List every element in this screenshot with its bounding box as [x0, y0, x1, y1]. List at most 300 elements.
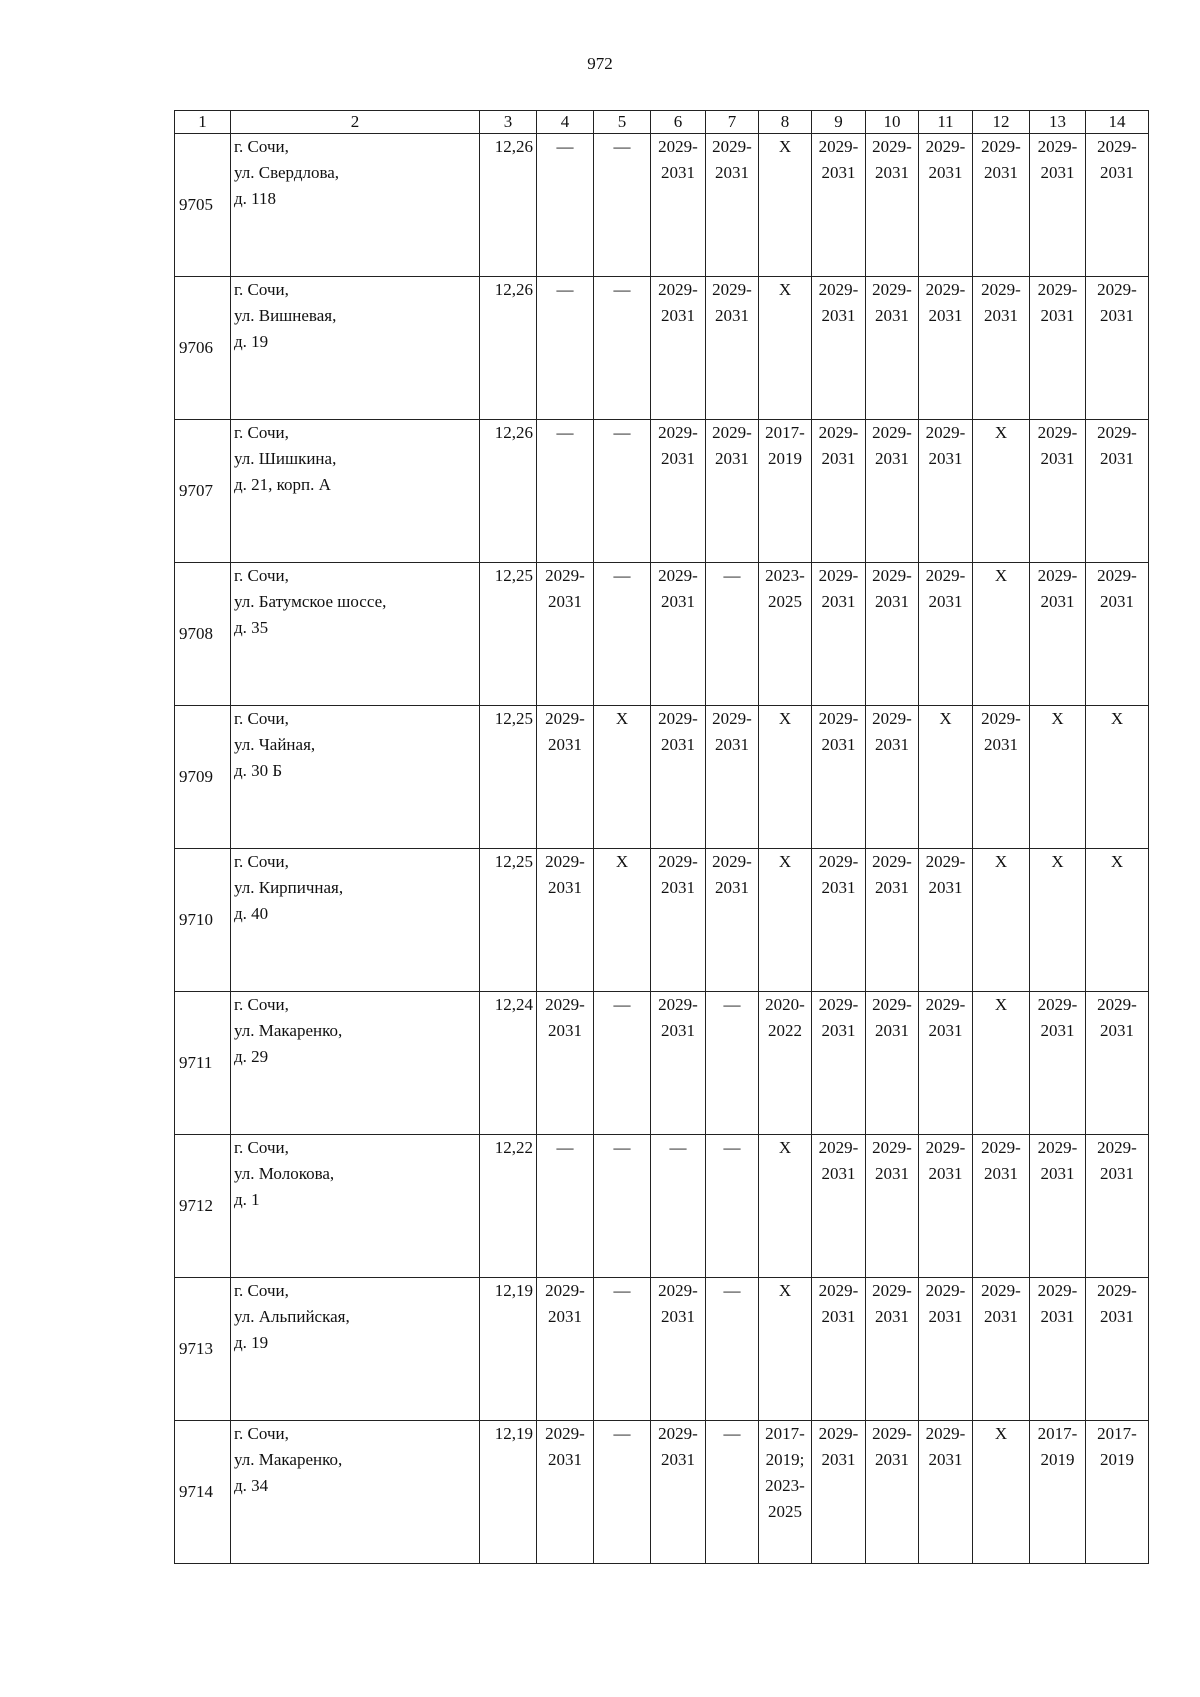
period-cell-col-6: [651, 1135, 706, 1278]
period-cell-col-11: [919, 563, 973, 706]
cell-text: 2029-: [1097, 995, 1137, 1014]
column-header-2: 2: [231, 111, 480, 134]
cell-text: 2029-: [658, 852, 698, 871]
cell-text: 2029-: [1037, 566, 1078, 585]
cell-text: 2031: [821, 1450, 856, 1469]
cell-text: 2031: [821, 163, 856, 182]
cell-text: —: [723, 566, 741, 585]
period-cell-col-13: [1030, 1135, 1086, 1278]
address-cell: [231, 134, 480, 277]
period-cell-col-10: [866, 1135, 919, 1278]
cell-text: —: [723, 1138, 741, 1157]
cell-text: 2029-: [818, 280, 859, 299]
period-cell-col-7: [706, 134, 759, 277]
cell-text: 2031: [548, 592, 582, 611]
period-cell-col-12: [973, 563, 1030, 706]
cell-text: 2031: [821, 1307, 856, 1326]
cell-text: 2029-: [872, 280, 912, 299]
cell-text: 2029-: [1037, 1138, 1078, 1157]
table-row: [175, 992, 1149, 1135]
cell-text: 2029-: [658, 423, 698, 442]
period-cell-col-10: [866, 563, 919, 706]
cell-text: 2029-: [1037, 1281, 1078, 1300]
cell-text: 2029-: [1097, 1138, 1137, 1157]
cell-text: 2025: [768, 592, 802, 611]
cell-text: 2031: [875, 163, 909, 182]
period-cell-col-8: [759, 706, 812, 849]
cell-text: 2031: [548, 1307, 582, 1326]
period-cell-col-14: [1086, 992, 1149, 1135]
cell-text: 2029-: [1097, 137, 1137, 156]
period-cell-col-14: [1086, 706, 1149, 849]
period-cell-col-11: [919, 1135, 973, 1278]
cell-text: 2017-: [765, 423, 805, 442]
period-cell-col-14: [1086, 563, 1149, 706]
column-header-4: 4: [537, 111, 594, 134]
cell-text: —: [613, 280, 631, 299]
cell-text: 2029-: [545, 709, 585, 728]
cell-text: —: [613, 1424, 631, 1443]
cell-text: 2031: [1100, 306, 1134, 325]
cell-text: 2029-: [872, 852, 912, 871]
period-cell-col-5: [594, 849, 651, 992]
period-cell-col-9: [812, 706, 866, 849]
cell-text: —: [723, 1281, 741, 1300]
address-line: д. 29: [234, 1047, 269, 1066]
cell-text: 2031: [821, 306, 856, 325]
cell-text: 2029-: [925, 1281, 966, 1300]
address-line: ул. Макаренко,: [234, 1021, 343, 1040]
cell-text: 2023-: [765, 566, 805, 585]
cell-text: 2031: [821, 735, 856, 754]
row-number: 9707: [175, 420, 231, 563]
row-number: 9714: [175, 1421, 231, 1564]
period-cell-col-10: [866, 134, 919, 277]
table-body: [175, 111, 1149, 1564]
address-line: г. Сочи,: [234, 1138, 289, 1157]
address-line: ул. Чайная,: [234, 735, 316, 754]
cell-text: 2031: [928, 163, 963, 182]
period-cell-col-10: [866, 849, 919, 992]
row-number: 9705: [175, 134, 231, 277]
cell-text: 2031: [875, 735, 909, 754]
cell-text: 2029-: [658, 1424, 698, 1443]
cell-text: 2031: [715, 306, 749, 325]
cell-text: 2031: [1100, 163, 1134, 182]
cell-text: 2029-: [1097, 423, 1137, 442]
period-cell-col-4: [537, 277, 594, 420]
cell-text: 2029-: [545, 852, 585, 871]
cell-text: —: [556, 137, 574, 156]
address-line: г. Сочи,: [234, 423, 289, 442]
period-cell-col-9: [812, 420, 866, 563]
cell-text: 2031: [821, 449, 856, 468]
cell-text: 2029-: [1037, 995, 1078, 1014]
period-cell-col-10: [866, 706, 919, 849]
cell-text: 2031: [661, 735, 695, 754]
cell-text: Х: [778, 280, 792, 299]
cell-text: Х: [994, 995, 1008, 1014]
column-header-1: 1: [175, 111, 231, 134]
cell-text: 2029-: [712, 423, 752, 442]
period-cell-col-10: [866, 420, 919, 563]
cell-text: 2031: [821, 592, 856, 611]
cell-text: 2029-: [658, 995, 698, 1014]
cell-text: 2031: [875, 878, 909, 897]
period-cell-col-5: [594, 1421, 651, 1564]
cell-text: 2031: [928, 1307, 963, 1326]
table-row: [175, 1421, 1149, 1564]
cell-text: 2031: [661, 1021, 695, 1040]
period-cell-col-6: [651, 277, 706, 420]
address-line: г. Сочи,: [234, 137, 289, 156]
period-cell-col-11: [919, 1421, 973, 1564]
cell-text: 2029-: [1097, 566, 1137, 585]
cell-text: 2031: [1040, 163, 1075, 182]
address-cell: [231, 706, 480, 849]
period-cell-col-11: [919, 420, 973, 563]
cell-text: 2031: [548, 878, 582, 897]
cell-text: 2031: [984, 1164, 1018, 1183]
cell-text: 2031: [875, 592, 909, 611]
cell-text: Х: [1051, 709, 1064, 728]
cell-text: 2029-: [872, 1281, 912, 1300]
period-cell-col-4: [537, 706, 594, 849]
period-cell-col-5: [594, 992, 651, 1135]
table-row: [175, 563, 1149, 706]
cell-text: 2029-: [981, 1281, 1021, 1300]
period-cell-col-6: [651, 563, 706, 706]
period-cell-col-12: [973, 1421, 1030, 1564]
cell-text: 2031: [928, 306, 963, 325]
cell-text: 2029-: [818, 1138, 859, 1157]
period-cell-col-12: [973, 706, 1030, 849]
cell-text: 2029-: [818, 709, 859, 728]
cell-text: 2031: [1100, 449, 1134, 468]
cell-text: 2019;: [765, 1450, 805, 1469]
cell-text: 2029-: [545, 1281, 585, 1300]
cell-text: 2029-: [872, 423, 912, 442]
cell-text: 2031: [875, 306, 909, 325]
period-cell-col-4: [537, 849, 594, 992]
period-cell-col-10: [866, 277, 919, 420]
address-line: ул. Свердлова,: [234, 163, 340, 182]
period-cell-col-12: [973, 134, 1030, 277]
cell-text: 2031: [821, 1164, 856, 1183]
cell-text: 2031: [1100, 1021, 1134, 1040]
period-cell-col-13: [1030, 420, 1086, 563]
period-cell-col-12: [973, 1135, 1030, 1278]
cell-text: 2031: [875, 449, 909, 468]
cell-text: Х: [1051, 852, 1064, 871]
period-cell-col-5: [594, 134, 651, 277]
period-cell-col-14: [1086, 420, 1149, 563]
address-cell: [231, 1421, 480, 1564]
cell-text: 2025: [768, 1502, 802, 1521]
cell-text: 2020-: [765, 995, 805, 1014]
address-line: ул. Кирпичная,: [234, 878, 344, 897]
cell-text: 2023-: [765, 1476, 805, 1495]
cell-text: 2029-: [1037, 423, 1078, 442]
period-cell-col-14: [1086, 1278, 1149, 1421]
period-cell-col-9: [812, 992, 866, 1135]
row-number: 9711: [175, 992, 231, 1135]
cell-text: —: [556, 1138, 574, 1157]
address-line: д. 118: [234, 189, 277, 208]
period-cell-col-7: [706, 420, 759, 563]
cell-text: 2029-: [872, 1424, 912, 1443]
cell-text: Х: [994, 566, 1008, 585]
period-cell-col-8: [759, 992, 812, 1135]
period-cell-col-9: [812, 1278, 866, 1421]
period-cell-col-6: [651, 134, 706, 277]
period-cell-col-7: [706, 992, 759, 1135]
cell-text: Х: [994, 852, 1008, 871]
period-cell-col-8: [759, 1421, 812, 1564]
period-cell-col-13: [1030, 1278, 1086, 1421]
period-cell-col-13: [1030, 1421, 1086, 1564]
address-line: д. 19: [234, 1333, 269, 1352]
cell-text: 2031: [548, 1450, 582, 1469]
address-line: ул. Альпийская,: [234, 1307, 350, 1326]
row-number: 9712: [175, 1135, 231, 1278]
period-cell-col-14: [1086, 277, 1149, 420]
column-header-13: 13: [1030, 111, 1086, 134]
period-cell-col-13: [1030, 277, 1086, 420]
address-line: г. Сочи,: [234, 709, 289, 728]
cell-text: 2031: [875, 1450, 909, 1469]
period-cell-col-7: [706, 849, 759, 992]
column-header-8: 8: [759, 111, 812, 134]
cell-text: 2029-: [925, 137, 966, 156]
cell-text: 2031: [661, 449, 695, 468]
cell-text: 2029-: [872, 566, 912, 585]
cell-text: 2031: [928, 878, 963, 897]
area-value: 12,22: [480, 1135, 537, 1278]
cell-text: 2031: [928, 592, 963, 611]
cell-text: 2022: [768, 1021, 802, 1040]
cell-text: 2029-: [712, 852, 752, 871]
cell-text: —: [669, 1138, 687, 1157]
cell-text: 2031: [715, 735, 749, 754]
period-cell-col-9: [812, 563, 866, 706]
period-cell-col-8: [759, 1278, 812, 1421]
period-cell-col-11: [919, 134, 973, 277]
cell-text: 2029-: [1037, 280, 1078, 299]
period-cell-col-12: [973, 277, 1030, 420]
period-cell-col-4: [537, 1421, 594, 1564]
cell-text: —: [723, 1424, 741, 1443]
area-value: 12,24: [480, 992, 537, 1135]
cell-text: —: [723, 995, 741, 1014]
address-cell: [231, 277, 480, 420]
cell-text: 2031: [984, 1307, 1018, 1326]
cell-text: 2017-: [765, 1424, 805, 1443]
period-cell-col-6: [651, 1421, 706, 1564]
cell-text: 2031: [661, 306, 695, 325]
cell-text: 2031: [661, 1450, 695, 1469]
address-line: г. Сочи,: [234, 852, 289, 871]
cell-text: 2029-: [981, 709, 1021, 728]
period-cell-col-12: [973, 849, 1030, 992]
period-cell-col-13: [1030, 706, 1086, 849]
cell-text: 2029-: [925, 1138, 966, 1157]
address-line: ул. Макаренко,: [234, 1450, 343, 1469]
period-cell-col-8: [759, 420, 812, 563]
cell-text: 2031: [984, 735, 1018, 754]
table-row: [175, 1135, 1149, 1278]
address-line: ул. Вишневая,: [234, 306, 337, 325]
cell-text: Х: [615, 852, 629, 871]
period-cell-col-4: [537, 420, 594, 563]
table-row: [175, 134, 1149, 277]
column-header-10: 10: [866, 111, 919, 134]
cell-text: 2029-: [545, 1424, 585, 1443]
cell-text: 2029-: [872, 709, 912, 728]
cell-text: Х: [778, 1138, 792, 1157]
cell-text: 2031: [715, 449, 749, 468]
cell-text: 2031: [1040, 1021, 1075, 1040]
address-line: ул. Батумское шоссе,: [234, 592, 387, 611]
cell-text: 2029-: [1097, 280, 1137, 299]
period-cell-col-5: [594, 1278, 651, 1421]
cell-text: 2029-: [658, 1281, 698, 1300]
cell-text: 2031: [928, 449, 963, 468]
address-line: д. 35: [234, 618, 269, 637]
address-line: г. Сочи,: [234, 995, 289, 1014]
period-cell-col-12: [973, 420, 1030, 563]
period-cell-col-5: [594, 563, 651, 706]
area-value: 12,25: [480, 706, 537, 849]
period-cell-col-4: [537, 1278, 594, 1421]
period-cell-col-14: [1086, 1135, 1149, 1278]
cell-text: Х: [615, 709, 629, 728]
cell-text: 2031: [984, 163, 1018, 182]
cell-text: Х: [778, 137, 792, 156]
cell-text: Х: [994, 423, 1008, 442]
area-value: 12,25: [480, 849, 537, 992]
address-line: д. 40: [234, 904, 269, 923]
cell-text: 2029-: [1097, 1281, 1137, 1300]
row-number: 9710: [175, 849, 231, 992]
address-line: д. 34: [234, 1476, 269, 1495]
cell-text: 2029-: [658, 280, 698, 299]
address-cell: [231, 849, 480, 992]
cell-text: 2029-: [818, 852, 859, 871]
period-cell-col-8: [759, 277, 812, 420]
cell-text: 2031: [1040, 306, 1075, 325]
address-line: г. Сочи,: [234, 566, 289, 585]
cell-text: —: [556, 280, 574, 299]
cell-text: 2031: [1040, 592, 1075, 611]
column-header-9: 9: [812, 111, 866, 134]
table-row: [175, 1278, 1149, 1421]
address-cell: [231, 563, 480, 706]
area-value: 12,19: [480, 1421, 537, 1564]
period-cell-col-8: [759, 563, 812, 706]
cell-text: —: [613, 423, 631, 442]
cell-text: 2031: [821, 1021, 856, 1040]
cell-text: 2029-: [818, 1281, 859, 1300]
cell-text: 2029-: [712, 280, 752, 299]
period-cell-col-6: [651, 849, 706, 992]
cell-text: Х: [778, 852, 792, 871]
column-header-11: 11: [919, 111, 973, 134]
cell-text: Х: [778, 1281, 792, 1300]
column-header-5: 5: [594, 111, 651, 134]
cell-text: 2031: [928, 1164, 963, 1183]
page-number: 972: [587, 54, 613, 73]
cell-text: 2029-: [818, 423, 859, 442]
column-header-3: 3: [480, 111, 537, 134]
period-cell-col-11: [919, 849, 973, 992]
cell-text: 2029-: [818, 137, 859, 156]
period-cell-col-10: [866, 1278, 919, 1421]
cell-text: Х: [939, 709, 952, 728]
address-line: д. 21, корп. А: [234, 475, 331, 494]
period-cell-col-6: [651, 420, 706, 563]
cell-text: 2029-: [981, 137, 1021, 156]
cell-text: 2029-: [712, 137, 752, 156]
cell-text: 2031: [821, 878, 856, 897]
address-cell: [231, 1135, 480, 1278]
period-cell-col-7: [706, 277, 759, 420]
period-cell-col-9: [812, 1135, 866, 1278]
cell-text: 2031: [1040, 449, 1075, 468]
period-cell-col-6: [651, 992, 706, 1135]
cell-text: 2029-: [925, 852, 966, 871]
period-cell-col-4: [537, 134, 594, 277]
cell-text: 2029-: [872, 995, 912, 1014]
period-cell-col-6: [651, 706, 706, 849]
cell-text: 2031: [928, 1450, 963, 1469]
period-cell-col-10: [866, 992, 919, 1135]
period-cell-col-6: [651, 1278, 706, 1421]
cell-text: 2031: [1100, 1164, 1134, 1183]
cell-text: —: [613, 566, 631, 585]
cell-text: 2019: [768, 449, 802, 468]
area-value: 12,25: [480, 563, 537, 706]
cell-text: 2029-: [818, 1424, 859, 1443]
cell-text: 2029-: [872, 1138, 912, 1157]
table-row: [175, 849, 1149, 992]
cell-text: 2031: [661, 592, 695, 611]
table-row: [175, 706, 1149, 849]
address-line: г. Сочи,: [234, 280, 289, 299]
cell-text: 2029-: [658, 566, 698, 585]
cell-text: 2029-: [925, 1424, 966, 1443]
period-cell-col-14: [1086, 1421, 1149, 1564]
cell-text: 2031: [875, 1307, 909, 1326]
buildings-table: [174, 110, 1149, 1564]
period-cell-col-14: [1086, 849, 1149, 992]
period-cell-col-9: [812, 134, 866, 277]
cell-text: Х: [778, 709, 792, 728]
period-cell-col-11: [919, 1278, 973, 1421]
cell-text: 2029-: [818, 995, 859, 1014]
row-number: 9708: [175, 563, 231, 706]
table-row: [175, 277, 1149, 420]
cell-text: 2029-: [545, 566, 585, 585]
cell-text: 2031: [1040, 1164, 1075, 1183]
column-header-14: 14: [1086, 111, 1149, 134]
table-row: [175, 420, 1149, 563]
period-cell-col-4: [537, 992, 594, 1135]
period-cell-col-7: [706, 1421, 759, 1564]
cell-text: 2029-: [712, 709, 752, 728]
cell-text: 2029-: [872, 137, 912, 156]
period-cell-col-7: [706, 706, 759, 849]
